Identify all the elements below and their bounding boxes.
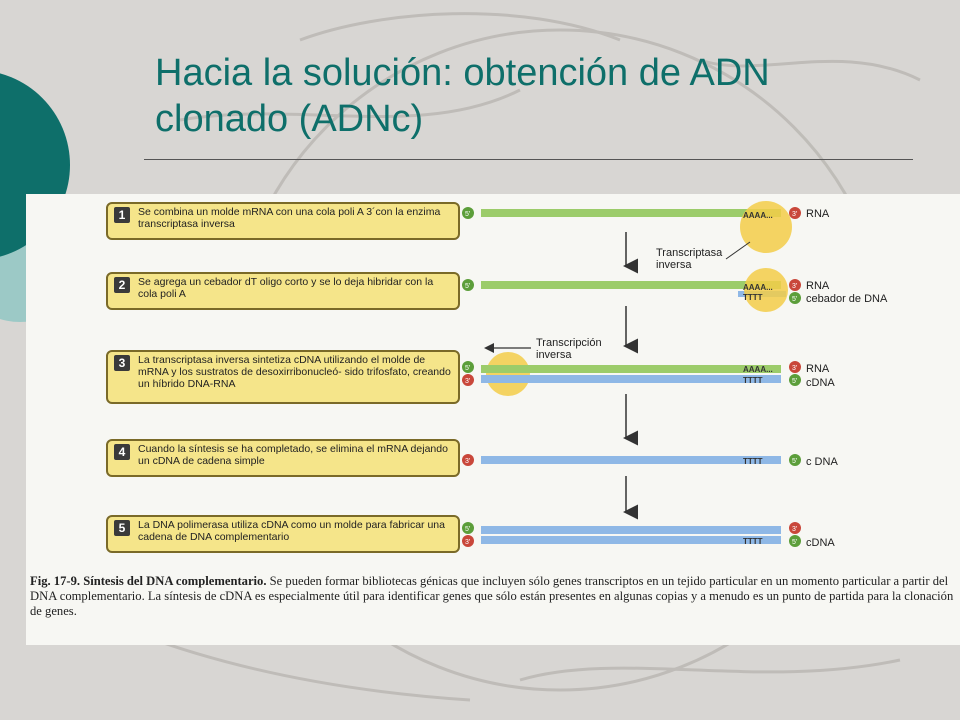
cdna-synthesis-diagram [26, 194, 960, 574]
rna-label-3: RNA [806, 363, 830, 375]
polyt-tail-4: TTTT [743, 457, 763, 466]
caption-heading: Síntesis del DNA complementario. [83, 574, 267, 588]
end-3-label-1: 3' [792, 211, 798, 218]
step-number-2: 2 [114, 277, 130, 293]
end-5-label-1: 5' [465, 211, 471, 218]
polyt-tail-5: TTTT [743, 537, 763, 546]
step-text-5: La DNA polimerasa utiliza cDNA como un molde para fabricar una cadena de DNA complementario [138, 519, 445, 543]
dna-strand-5-top [481, 526, 781, 534]
enzyme-label-line-2: inversa [656, 259, 692, 271]
cdna-strand-3 [481, 375, 781, 383]
cdna-label-3: cDNA [806, 377, 835, 389]
end-3-label-3: 3' [465, 378, 471, 385]
end-5-label-4: 5' [792, 458, 798, 465]
rna-label-2: RNA [806, 280, 830, 292]
step-text-2: Se agrega un cebador dT oligo corto y se lo deja hibridar con la cola poli A [138, 276, 434, 300]
enzyme-pointer [726, 242, 750, 259]
primer-label-2: cebador de DNA [806, 293, 888, 305]
reverse-transcriptase-enzyme-3 [486, 352, 530, 396]
mrna-strand-1 [481, 209, 781, 217]
end-5-label-5: 5' [465, 526, 471, 533]
slide-title: Hacia la solución: obtención de ADN clonado (ADNc) [155, 52, 770, 140]
mrna-strand-3 [481, 365, 781, 373]
transcription-label-line-1: Transcripción [536, 337, 602, 349]
polyt-primer-2: TTTT [743, 293, 763, 302]
end-5-label-2b: 5' [792, 296, 798, 303]
end-3-label-5b: 3' [792, 526, 798, 533]
end-3-label-2: 3' [792, 283, 798, 290]
step-text-3: La transcriptasa inversa sintetiza cDNA utilizando el molde de mRNA y los sustratos de desoxirribonucleó- sido trifosfato, creando un híbrido DNA-RNA [138, 354, 451, 390]
polya-tail-3: AAAA... [743, 365, 773, 374]
transcription-arrowhead [484, 343, 494, 353]
step-number-4: 4 [114, 444, 130, 460]
caption-body: Se pueden formar bibliotecas génicas que incluyen sólo genes transcriptos en un tejido particular en un momento particular a partir del DNA complementario. La síntesis de cDNA es especialmente útil para identificar genes que sólo están presentes en algunas copias y a menudo es un punto de partida para la clonación de genes. [30, 574, 954, 618]
title-divider [144, 159, 913, 160]
end-5-label-3b: 5' [792, 378, 798, 385]
step-number-3: 3 [114, 355, 130, 371]
step-number-5: 5 [114, 520, 130, 536]
end-3-label-3b: 3' [792, 365, 798, 372]
figure-caption [30, 574, 956, 619]
end-5-label-5b: 5' [792, 539, 798, 546]
cdna-label-5: cDNA [806, 537, 835, 549]
end-3-label-4: 3' [465, 458, 471, 465]
figure-panel [26, 194, 960, 645]
cdna-label-4: c DNA [806, 456, 838, 468]
mrna-strand-2 [481, 281, 781, 289]
step-text-4: Cuando la síntesis se ha completado, se elimina el mRNA dejando un cDNA de cadena simple [138, 443, 448, 467]
polya-tail-1: AAAA... [743, 211, 773, 220]
transcription-label-line-2: inversa [536, 349, 572, 361]
caption-fig-number: Fig. 17-9. [30, 574, 81, 588]
enzyme-label-line-1: Transcriptasa [656, 247, 723, 259]
dna-strand-5-bottom [481, 536, 781, 544]
cdna-strand-4 [481, 456, 781, 464]
rna-label-1: RNA [806, 208, 830, 220]
polya-tail-2: AAAA... [743, 283, 773, 292]
end-5-label-3: 5' [465, 365, 471, 372]
end-5-label-2: 5' [465, 283, 471, 290]
reverse-transcriptase-enzyme-1 [740, 201, 792, 253]
step-text-1: Se combina un molde mRNA con una cola poli A 3´con la enzima transcriptasa inversa [138, 206, 441, 230]
polyt-tail-3: TTTT [743, 376, 763, 385]
end-3-label-5: 3' [465, 539, 471, 546]
step-number-1: 1 [114, 207, 130, 223]
